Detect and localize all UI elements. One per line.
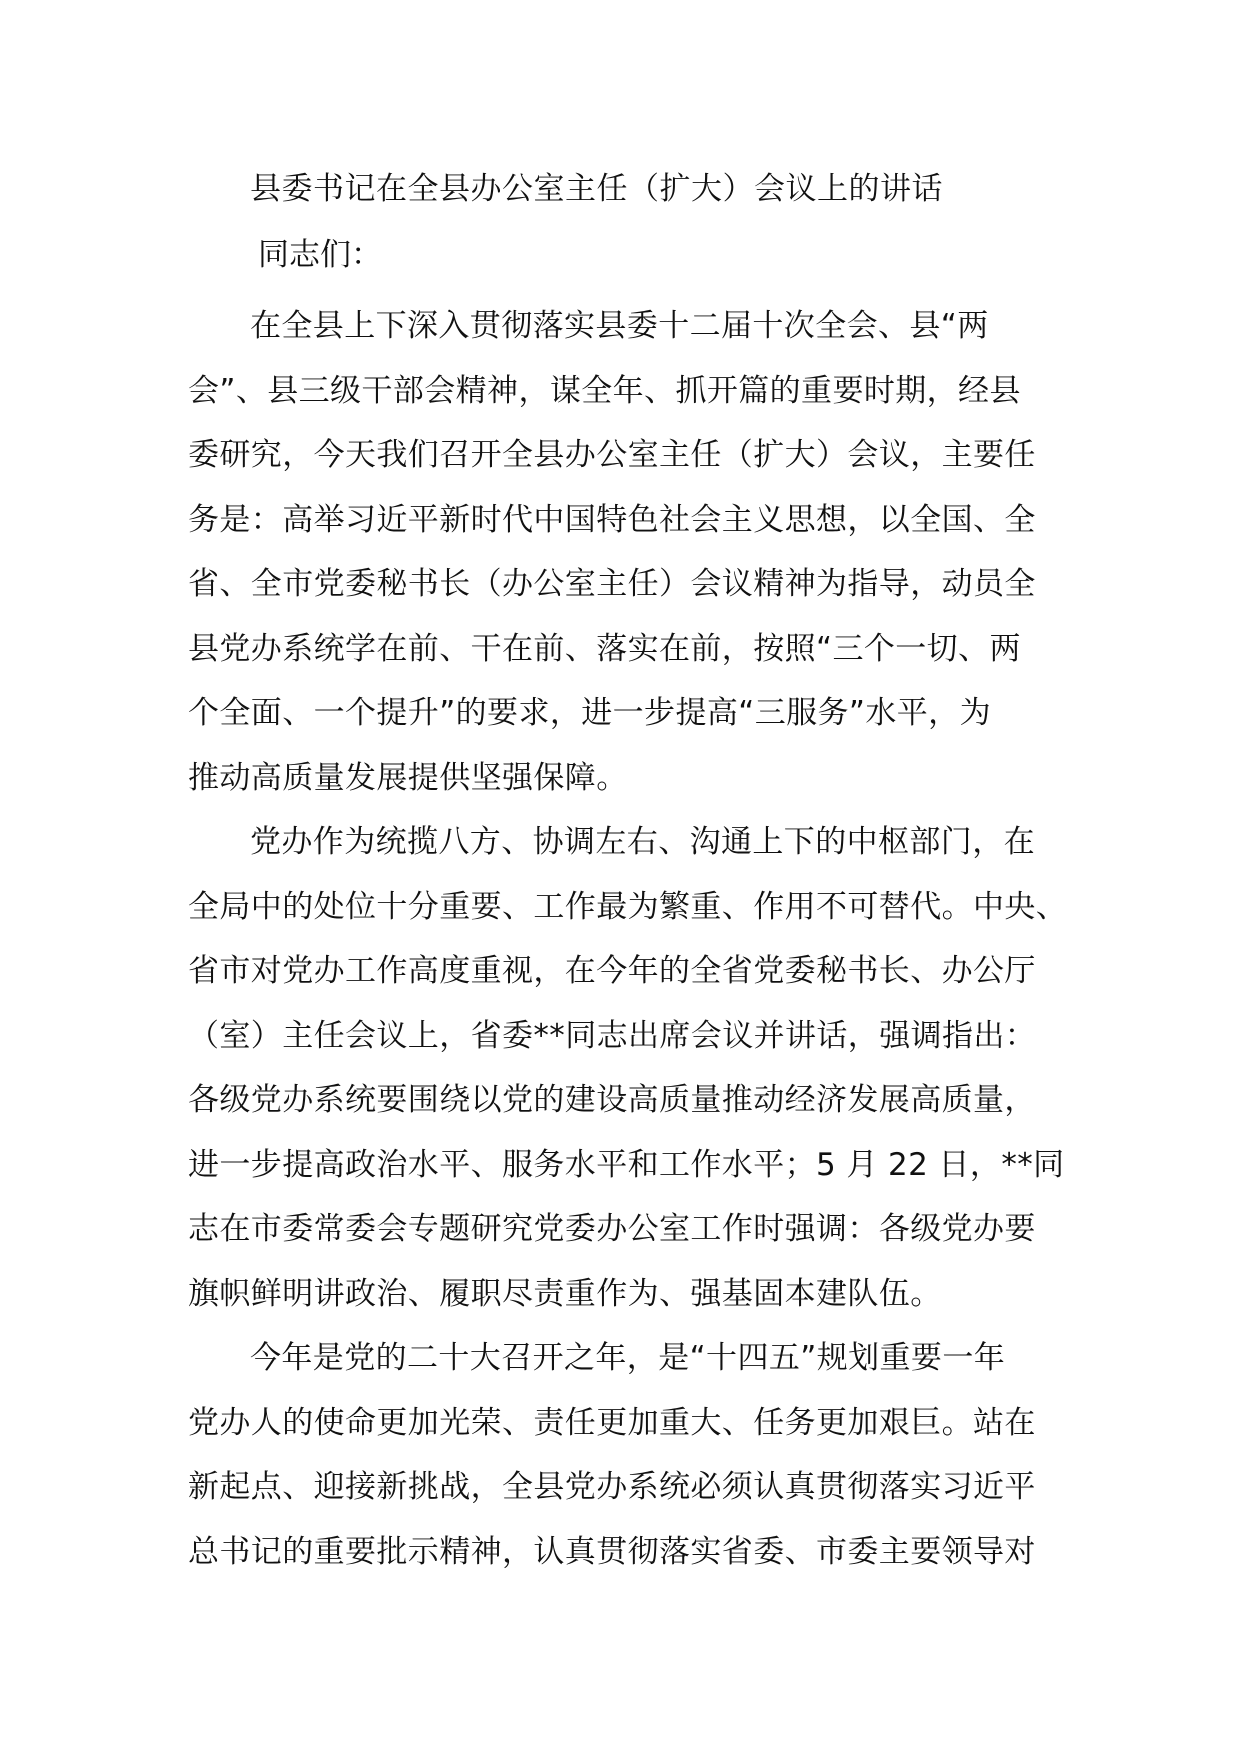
- paragraph-1-line-2: 会”、县三级干部会精神，谋全年、抓开篇的重要时期，经县: [188, 372, 1021, 409]
- paragraph-2-line-5: 各级党办系统要围绕以党的建设高质量推动经济发展高质量，: [188, 1082, 1036, 1118]
- paragraph-1-line-5: 省、全市党委秘书长（办公室主任）会议精神为指导，动员全: [188, 566, 1036, 602]
- paragraph-3-line-4: 总书记的重要批示精神，认真贯彻落实省委、市委主要领导对: [188, 1533, 1036, 1570]
- paragraph-2-line-4: （室）主任会议上，省委**同志出席会议并讲话，强调指出：: [188, 1017, 1037, 1054]
- paragraph-2-line-3: 省市对党办工作高度重视，在今年的全省党委秘书长、办公厅: [188, 953, 1036, 989]
- paragraph-3-line-2: 党办人的使命更加光荣、责任更加重大、任务更加艰巨。站在: [188, 1404, 1036, 1441]
- paragraph-2-line-6: 进一步提高政治水平、服务水平和工作水平；5 月 22 日，**同: [188, 1146, 1065, 1183]
- paragraph-2-line-8: 旗帜鲜明讲政治、履职尽责重作为、强基固本建队伍。: [188, 1275, 942, 1312]
- paragraph-2-line-2: 全局中的处位十分重要、工作最为繁重、作用不可替代。中央、: [188, 888, 1068, 925]
- paragraph-1-line-7: 个全面、一个提升”的要求，进一步提高“三服务”水平，为: [188, 695, 991, 731]
- paragraph-1-line-6: 县党办系统学在前、干在前、落实在前，按照“三个一切、两: [188, 630, 1021, 667]
- document-title: 县委书记在全县办公室主任（扩大）会议上的讲话: [250, 171, 943, 207]
- paragraph-2-line-1: 党办作为统揽八方、协调左右、沟通上下的中枢部门，在: [250, 824, 1035, 860]
- paragraph-1-line-4: 务是：高举习近平新时代中国特色社会主义思想，以全国、全: [188, 501, 1036, 538]
- paragraph-1-line-1: 在全县上下深入贯彻落实县委十二届十次全会、县“两: [250, 308, 989, 344]
- paragraph-3-line-3: 新起点、迎接新挑战，全县党办系统必须认真贯彻落实习近平: [188, 1469, 1036, 1505]
- paragraph-2-line-7: 志在市委常委会专题研究党委办公室工作时强调：各级党办要: [188, 1211, 1036, 1247]
- greeting: 同志们：: [258, 237, 382, 273]
- paragraph-1-line-3: 委研究，今天我们召开全县办公室主任（扩大）会议，主要任: [188, 437, 1036, 473]
- document-body: [188, 294, 1068, 1584]
- paragraph-3-line-1: 今年是党的二十大召开之年，是“十四五”规划重要一年: [250, 1340, 1006, 1376]
- paragraph-1-line-8: 推动高质量发展提供坚强保障。: [188, 759, 628, 796]
